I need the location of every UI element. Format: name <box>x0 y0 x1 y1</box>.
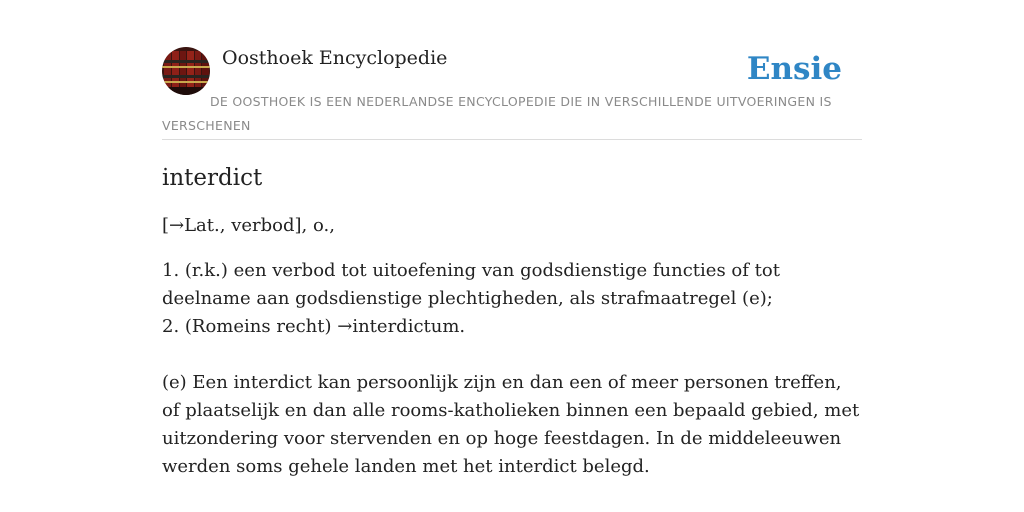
etymology: [→Lat., verbod], o., <box>162 215 335 236</box>
ensie-logo[interactable]: Ensie <box>746 51 842 87</box>
definition-item: 2. (Romeins recht) →interdictum. <box>162 316 466 337</box>
article-term: interdict <box>162 165 263 191</box>
site-title[interactable]: Oosthoek Encyclopedie <box>222 47 448 69</box>
bookshelf-icon <box>162 47 210 95</box>
encyclopedia-books-avatar[interactable] <box>162 47 210 95</box>
site-tagline: DE OOSTHOEK IS EEN NEDERLANDSE ENCYCLOPEDIE DIE IN VERSCHILLENDE UITVOERINGEN IS VERSCHENEN <box>162 94 832 133</box>
article <box>162 160 862 481</box>
definition-item: 1. (r.k.) een verbod tot uitoefening van godsdienstige functies of tot deelname aan godsdienstige plechtigheden, als strafmaatregel (e); <box>162 260 780 309</box>
site-header <box>162 46 862 140</box>
explanatory-note: (e) Een interdict kan persoonlijk zijn en dan een of meer personen treffen, of plaatselijk en dan alle rooms-katholieken binnen een bepaald gebied, met uitzondering voor stervenden en op hoge feestdagen. In de middeleeuwen werden soms gehele landen met het interdict belegd. <box>162 372 860 477</box>
definitions-list <box>162 257 862 341</box>
